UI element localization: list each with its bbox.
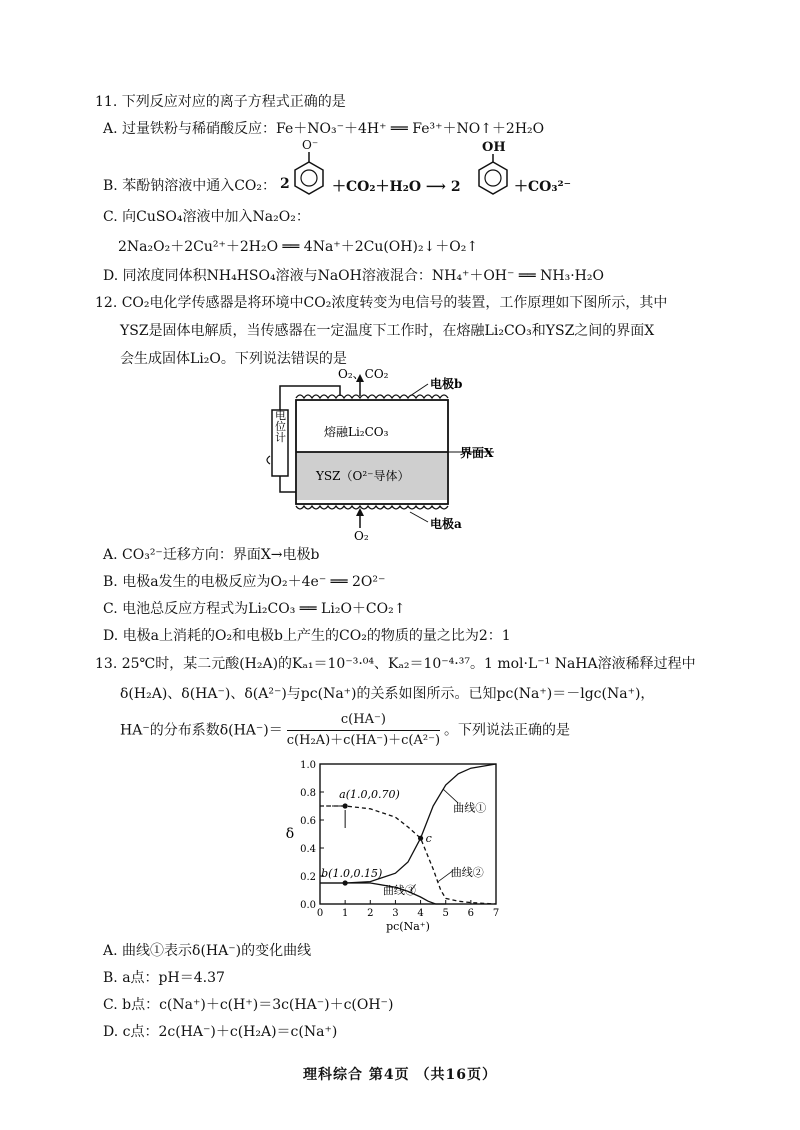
- coef-2-left: 2: [280, 176, 290, 192]
- electrode-a: [296, 506, 448, 509]
- bottom-gas-label: O₂: [354, 529, 369, 542]
- q12-stem-line1: 12. CO₂电化学传感器是将环境中CO₂浓度转变为电信号的装置，工作原理如下图所示，其中: [95, 295, 668, 311]
- data-point-3: [418, 836, 423, 841]
- phenoxide-o-label: O⁻: [302, 138, 319, 152]
- potentiometer-label: 电位计: [273, 409, 287, 443]
- q13-option-a: A. 曲线①表示δ(HA⁻)的变化曲线: [103, 943, 312, 959]
- phenol-equation: [276, 138, 576, 206]
- electrode-b-label: 电极b: [430, 377, 463, 391]
- curve-label-1: 曲线①: [453, 801, 487, 815]
- y-tick-label: 0.4: [300, 844, 316, 855]
- curve-label-3: 曲线③: [382, 884, 416, 898]
- point-label-c: c: [425, 832, 432, 846]
- x-tick-label: 1: [341, 908, 349, 919]
- q12-stem-line3: 会生成固体Li₂O。下列说法错误的是: [120, 351, 347, 367]
- x-tick-label: 5: [442, 908, 449, 919]
- q11-option-c-equation: 2Na₂O₂＋2Cu²⁺＋2H₂O ══ 4Na⁺＋2Cu(OH)₂↓＋O₂↑: [118, 239, 479, 255]
- electrode-b: [296, 395, 448, 398]
- interface-x-label: 界面X: [460, 446, 494, 460]
- point-label-a: a(1.0,0.70): [339, 788, 400, 801]
- q11-option-a: [103, 119, 544, 139]
- q12-option-b: B. 电极a发生的电极反应为O₂＋4e⁻ ══ 2O²⁻: [103, 574, 386, 590]
- delta-fraction: [287, 712, 440, 749]
- q13-option-b: B. a点：pH＝4.37: [103, 970, 225, 986]
- electrode-a-label: 电极a: [430, 517, 462, 531]
- curve-label-2: 曲线②: [450, 866, 484, 879]
- reaction-middle: ＋CO₂＋H₂O ⟶ 2: [332, 179, 461, 195]
- data-point-1: [343, 803, 348, 808]
- x-tick-label: 0: [316, 908, 324, 919]
- q11-option-a-label: A. 过量铁粉与稀硝酸反应：: [103, 121, 277, 137]
- x-tick-label: 6: [467, 908, 475, 919]
- q13-option-c: C. b点：c(Na⁺)＋c(H⁺)＝3c(HA⁻)＋c(OH⁻): [103, 997, 394, 1013]
- q13-stem-line3: [120, 712, 570, 749]
- page-footer: 理科综合 第4页 （共16页）: [303, 1067, 497, 1083]
- fraction-denominator: c(H₂A)＋c(HA⁻)＋c(A²⁻): [286, 733, 441, 748]
- y-tick-label: 0.0: [300, 900, 316, 911]
- distribution-chart: [270, 756, 520, 936]
- top-gas-label: O₂、CO₂: [338, 367, 389, 381]
- x-tick-label: 3: [392, 908, 399, 919]
- q12-option-d: D. 电极a上消耗的O₂和电极b上产生的CO₂的物质的量之比为2：1: [103, 628, 511, 644]
- x-tick-label: 4: [417, 908, 424, 919]
- q13-stem-line1: 13. 25℃时，某二元酸(H₂A)的Kₐ₁＝10⁻³·⁰⁴、Kₐ₂＝10⁻⁴·³⁷。1 mol·L⁻¹ NaHA溶液稀释过程中: [95, 656, 696, 672]
- q13-delta-definition: HA⁻的分布系数δ(HA⁻)＝: [120, 722, 283, 739]
- q11-option-a-equation: Fe＋NO₃⁻＋4H⁺ ══ Fe³⁺＋NO↑＋2H₂O: [276, 121, 545, 137]
- data-point-2: [343, 880, 348, 885]
- y-tick-label: 0.2: [300, 872, 316, 883]
- q11-option-b: [103, 176, 276, 196]
- y-tick-label: 0.6: [300, 816, 316, 827]
- q13-stem-end: 。下列说法正确的是: [444, 722, 571, 739]
- q13-option-d: D. c点：2c(HA⁻)＋c(H₂A)＝c(Na⁺): [103, 1024, 338, 1040]
- q11-option-d: D. 同浓度同体积NH₄HSO₄溶液与NaOH溶液混合：NH₄⁺＋OH⁻ ══ NH₃·H₂O: [103, 268, 604, 284]
- x-tick-label: 2: [367, 908, 374, 919]
- phenol-oh-label: OH: [482, 140, 506, 155]
- carbonate-product: ＋CO₃²⁻: [514, 179, 571, 195]
- fraction-numerator: c(HA⁻): [287, 712, 440, 731]
- q11-stem: 11. 下列反应对应的离子方程式正确的是: [95, 94, 346, 110]
- y-axis-label: δ: [285, 826, 295, 842]
- y-tick-label: 0.8: [300, 788, 316, 799]
- q11-option-c: C. 向CuSO₄溶液中加入Na₂O₂：: [103, 209, 310, 225]
- q12-stem-line2: YSZ是固体电解质，当传感器在一定温度下工作时，在熔融Li₂CO₃和YSZ之间的界面X: [120, 323, 655, 339]
- melt-label: 熔融Li₂CO₃: [324, 425, 389, 439]
- x-axis-label: pc(Na⁺): [386, 920, 430, 933]
- x-tick-label: 7: [492, 908, 500, 919]
- ysz-label: YSZ（O²⁻导体）: [316, 469, 410, 483]
- q13-stem-line2: δ(H₂A)、δ(HA⁻)、δ(A²⁻)与pc(Na⁺)的关系如图所示。已知pc(Na⁺)＝－lgc(Na⁺)，: [120, 686, 655, 702]
- y-tick-label: 1.0: [300, 760, 316, 771]
- q12-option-a: A. CO₃²⁻迁移方向：界面X→电极b: [103, 547, 320, 563]
- q12-option-c: C. 电池总反应方程式为Li₂CO₃ ══ Li₂O＋CO₂↑: [103, 601, 406, 617]
- point-label-b: b(1.0,0.15): [321, 867, 383, 880]
- q11-option-b-label: B. 苯酚钠溶液中通入CO₂：: [103, 178, 276, 194]
- co2-sensor-diagram: [260, 366, 550, 542]
